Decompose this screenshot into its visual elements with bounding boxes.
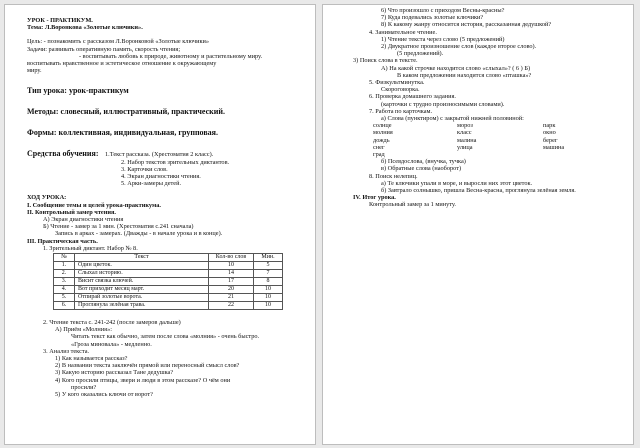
lesson-means-label: Средства обучения:	[27, 149, 99, 159]
question-item: 4) Кого просили птицы, звери и люди в этом рассказе? О чём они	[55, 376, 231, 384]
section-8a: а) Те ключики упали в море, и выросли них этот цветок.	[381, 179, 533, 187]
word-cell: молния	[373, 129, 393, 137]
word-cell: берег	[543, 136, 558, 144]
question-item: 1) Как называется рассказ?	[55, 355, 128, 363]
question-item: 5) У кого оказались ключи от ворот?	[55, 391, 153, 399]
word-cell	[457, 151, 543, 158]
word-cell: улица	[457, 143, 473, 151]
section-4-2b: (5 предложений).	[397, 50, 444, 58]
question-item: 2) В названии текста заключён прямой или переносный смысл слов?	[55, 362, 240, 370]
table-row	[54, 286, 283, 294]
course-heading: ХОД УРОКА:	[27, 194, 67, 202]
table-header-row	[54, 254, 283, 262]
means-item: 5. Арки-замеры детей.	[121, 180, 182, 188]
question-item: 6) Что произошло с приходом Весны-красны?	[381, 7, 505, 14]
table-cell: 10	[254, 286, 283, 294]
section-3: III. Практическая часть.	[27, 237, 98, 245]
section-7b: б) Псевдослова, (внучка, тучка)	[381, 158, 466, 166]
section-7c: в) Обратные слова (наоборот)	[381, 165, 462, 173]
lesson-tasks: Задачи: развивать оперативную память, скорость чтения;	[27, 45, 181, 53]
section-4-3b: В каком предложении находится слово «пташка»?	[397, 71, 532, 79]
means-item: 3. Карточки слов.	[121, 165, 168, 173]
table-cell: Проглянула зелёная трава.	[75, 302, 209, 310]
table-cell: Один цветок.	[75, 262, 209, 270]
table-cell: 17	[209, 278, 254, 286]
table-row	[54, 302, 283, 310]
table-header-cell: Текст	[75, 254, 209, 262]
section-2: II. Контрольный замер чтения.	[27, 208, 116, 216]
table-cell: Отпирай золотые ворота.	[75, 294, 209, 302]
table-row	[54, 278, 283, 286]
word-cell: окно	[543, 129, 556, 137]
table-cell: 10	[209, 262, 254, 270]
word-cell: машина	[543, 143, 565, 151]
table-cell: 5	[254, 262, 283, 270]
word-cell: малина	[457, 136, 477, 144]
section-3-1: 1. Зрительный диктант. Набор № 8.	[43, 244, 138, 252]
section-6: 6. Проверка домашнего задания.	[369, 93, 456, 101]
table-header-cell: Мин.	[254, 254, 283, 262]
word-cell: парк	[543, 122, 556, 130]
section-4-1: 1) Чтение текста через слово (5 предложений)	[381, 35, 505, 43]
section-9a: Контрольный замер за 1 минуту.	[369, 201, 457, 209]
table-cell: 7	[254, 270, 283, 278]
question-item: 7) Куда подевались золотые ключики?	[381, 14, 484, 22]
word-cell: солнце	[373, 122, 392, 130]
section-2b: Б) Чтение - замер за 1 мин. (Хрестоматия с.241 сначала)	[43, 223, 194, 231]
section-5a: Скороговорка.	[381, 86, 420, 94]
table-cell: 3.	[54, 278, 75, 286]
document-page-left	[4, 4, 316, 445]
lesson-means	[27, 149, 307, 187]
lesson-forms: Формы: коллективная, индивидуальная, групповая.	[27, 128, 219, 138]
means-item: 4. Экран диагностики чтения.	[121, 173, 201, 181]
section-3-2b: Читать текст как обычно, затем после слова «молния» - очень быстро.	[71, 333, 260, 341]
section-2c: Запись в арках - замерах. (Дважды - в начале урока и в конце).	[55, 230, 223, 238]
table-cell: 6.	[54, 302, 75, 310]
table-cell: 20	[209, 286, 254, 294]
word-cell: класс	[457, 129, 472, 137]
table-cell: 10	[254, 302, 283, 310]
section-9: IV. Итог урока.	[353, 194, 396, 202]
question-item: 3) Какую историю рассказал Тане дедушка?	[55, 369, 174, 377]
lesson-title: УРОК - ПРАКТИКУМ.	[27, 17, 93, 24]
table-cell: 4.	[54, 286, 75, 294]
question-item: 8) К какому жанру относится история, рассказанная дедушкой?	[381, 21, 552, 29]
section-3-2: 2. Чтение текста с. 241-242 (после замеров дальше)	[43, 319, 181, 327]
table-header-cell: Кол-во слов	[209, 254, 254, 262]
section-6a: (карточки с трудно произносимыми словами).	[381, 100, 505, 108]
table-cell: 14	[209, 270, 254, 278]
section-4-2: 2) Двукратное произношение слов (каждое второе слово).	[381, 43, 537, 51]
table-cell: Слыхал историю.	[75, 270, 209, 278]
section-4: 4. Занимательное чтение.	[369, 28, 437, 36]
section-3-2c: «Гроза миновала» - медленно.	[71, 340, 152, 348]
section-1: I. Сообщение темы и целей урока-практикума.	[27, 201, 161, 209]
lesson-tasks-line3: воспитывать нравственное и эстетическое отношение к окружающему	[27, 60, 217, 68]
section-5: 5. Физкультминутка.	[369, 79, 425, 87]
question-item: просили?	[71, 383, 97, 391]
table-row	[54, 270, 283, 278]
lesson-theme: Тема: Л.Воронкова «Золотые ключики».	[27, 24, 143, 32]
word-cell: снег	[373, 143, 385, 151]
section-2a: А) Экран диагностики чтения	[43, 216, 124, 224]
section-7a: а) Слова (пунктиром) с закрытой нижней половиной:	[381, 115, 524, 123]
page-left-content	[27, 17, 307, 398]
table-cell: Висит связка ключей.	[75, 278, 209, 286]
section-4-3a: А) На какой строчке находится слово «слыхал»? ( 6 ) Б)	[381, 64, 531, 72]
section-3-2a: А) Приём «Молния»:	[55, 326, 112, 334]
lesson-tasks-line4: миру.	[27, 67, 42, 75]
means-item: 1.Текст рассказа. (Хрестоматия 2 класс).	[105, 151, 214, 159]
table-header-cell: №	[54, 254, 75, 262]
table-cell: 8	[254, 278, 283, 286]
table-cell: 5.	[54, 294, 75, 302]
section-3-3: 3. Анализ текста.	[43, 347, 90, 355]
word-cell: дождь	[373, 136, 390, 144]
table-cell: 21	[209, 294, 254, 302]
page-right-content	[353, 7, 625, 209]
table-cell: 10	[254, 294, 283, 302]
table-row	[54, 294, 283, 302]
lesson-goal: Цель: - познакомить с рассказом Л.Воронковой «Золотые ключики»	[27, 38, 210, 46]
lesson-methods: Методы: словесный, иллюстративный, практический.	[27, 107, 225, 117]
lesson-type: Тип урока: урок-практикум	[27, 86, 129, 96]
section-7: 7. Работа по карточкам.	[369, 107, 433, 115]
section-8: 8. Поиск нелепиц.	[369, 172, 418, 180]
table-cell: 2.	[54, 270, 75, 278]
table-cell: Вот приходит месяц март.	[75, 286, 209, 294]
dictation-table	[53, 253, 283, 310]
word-cell: град	[373, 151, 385, 159]
word-cell: мороз	[457, 122, 473, 130]
lesson-tasks-line2: - воспитывать любовь к природе, животному и растительному миру.	[79, 52, 263, 60]
table-row	[54, 262, 283, 270]
table-cell: 1.	[54, 262, 75, 270]
word-grid	[353, 122, 625, 158]
section-4-3: 3) Поиск слова в тексте.	[353, 57, 418, 65]
section-8b: б) Завтрало солнышко, пришла Весна-красна, проглянула зелёная земля.	[381, 187, 576, 195]
table-cell: 22	[209, 302, 254, 310]
word-cell	[543, 151, 603, 158]
means-item: 2. Набор текстов зрительных диктантов.	[121, 158, 230, 166]
document-page-right	[322, 4, 634, 445]
